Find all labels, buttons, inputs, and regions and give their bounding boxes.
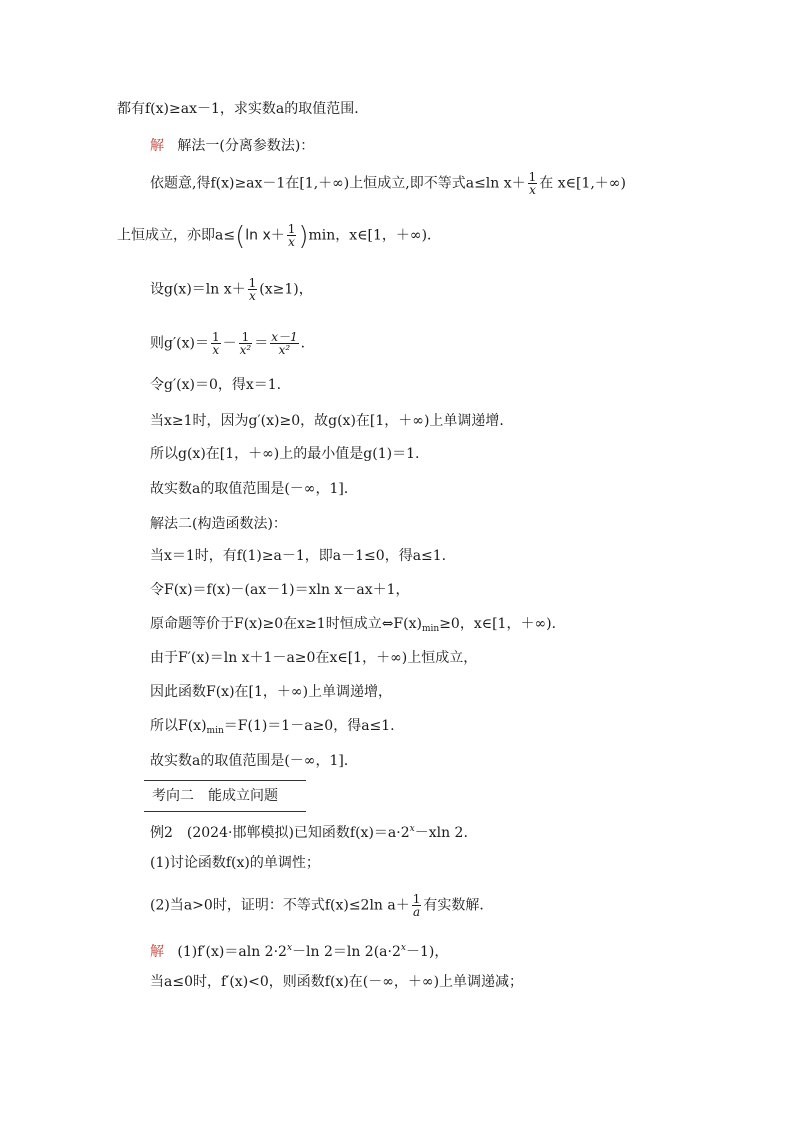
line22-part-c: －1)， — [405, 944, 449, 960]
left-paren: ( — [235, 221, 246, 252]
text-line-5 — [150, 277, 313, 302]
line19-part-a: 例2 (2024·邯郸模拟)已知函数f(x)＝a·2 — [150, 825, 410, 841]
minus-sign: － — [222, 335, 237, 352]
text-line-21 — [150, 893, 493, 918]
text-line-18: 故实数a的取值范围是(－∞，1]． — [150, 753, 358, 769]
line17-part-b: ＝F(1)＝1－a≥0，得a≤1. — [223, 718, 395, 734]
line3-part-b: 在 x∈[1,＋∞) — [539, 175, 626, 192]
line21-part-b: 有实数解． — [423, 897, 494, 914]
text-line-9: 所以g(x)在[1，＋∞)上的最小值是g(1)＝1. — [150, 446, 420, 462]
text-line-23: 当a≤0时，f′(x)<0，则函数f(x)在(－∞，＋∞)上单调递减； — [150, 974, 524, 990]
min-subscript: min — [421, 624, 440, 634]
line6-part-a: 则g′(x)＝ — [150, 335, 209, 352]
fraction-1-over-x: $\frac{1}{x}$ — [528, 170, 537, 197]
text-line-12: 当x＝1时，有f(1)≥a－1，即a－1≤0，得a≤1. — [150, 548, 447, 564]
min-subscript-2: min — [206, 726, 224, 736]
line21-part-a: (2)当a>0时，证明：不等式f(x)≤2ln a＋ — [150, 897, 410, 914]
line4-part-a: 上恒成立，亦即a≤ — [117, 227, 236, 244]
line14-part-b: ≥0，x∈[1，＋∞)． — [439, 616, 566, 632]
line4-part-c: min，x∈[1，＋∞)． — [308, 227, 442, 244]
text-line-8: 当x≥1时，因为g′(x)≥0，故g(x)在[1，＋∞)上单调递增． — [150, 413, 514, 429]
fraction-1-over-x-c: $\frac{1}{x}$ — [248, 276, 257, 303]
solution-label-2: 解 — [150, 944, 164, 960]
period: . — [300, 335, 306, 352]
superscript-x: x — [409, 824, 415, 834]
text-line-16: 因此函数F(x)在[1，＋∞)上单调递增， — [150, 684, 393, 700]
text-line-6 — [150, 331, 305, 356]
text-line-1: 都有f(x)≥ax－1，求实数a的取值范围． — [117, 101, 369, 117]
text-line-22 — [150, 939, 448, 961]
text-line-15: 由于F′(x)＝ln x＋1－a≥0在x∈[1，＋∞)上恒成立， — [150, 650, 478, 666]
right-paren: ) — [298, 221, 309, 252]
line3-part-a: 依题意,得f(x)≥ax－1在[1,＋∞)上恒成立,即不等式a≤ln x＋ — [150, 175, 526, 192]
line5-part-a: 设g(x)＝ln x＋ — [150, 281, 246, 298]
line5-part-b: (x≥1)， — [259, 281, 313, 298]
text-line-2 — [150, 137, 314, 155]
superscript-x-3: x — [400, 943, 406, 953]
text-line-19 — [150, 820, 468, 842]
superscript-x-2: x — [286, 943, 293, 953]
text-line-17 — [150, 717, 395, 740]
solution-label: 解 — [150, 138, 164, 154]
fraction-1-over-x-b: $\frac{1}{x}$ — [287, 222, 296, 249]
fraction-1-over-x-d: $\frac{1}{x}$ — [211, 330, 220, 357]
line22-part-b: －ln 2＝ln 2(a·2 — [292, 944, 401, 960]
line4-part-b: ln x＋ — [245, 227, 285, 244]
text-line-14 — [150, 615, 566, 638]
equals-sign: ＝ — [254, 335, 269, 352]
fraction-1-over-x2: $\frac{1}{\text{x²}}$ — [239, 330, 252, 357]
section-heading: 考向二 能成立问题 — [152, 788, 278, 804]
text-line-10: 故实数a的取值范围是(－∞，1]． — [150, 481, 358, 497]
text-line-4 — [117, 221, 442, 252]
line22-part-a: (1)f′(x)＝aln 2·2 — [177, 944, 287, 960]
text-line-20: (1)讨论函数f(x)的单调性； — [150, 855, 320, 871]
line14-part-a: 原命题等价于F(x)≥0在x≥1时恒成立⇔F(x) — [150, 616, 422, 632]
text-line-3 — [150, 171, 626, 196]
text-line-7: 令g′(x)＝0，得x＝1. — [150, 377, 282, 393]
text-line-11: 解法二(构造函数法)： — [150, 516, 287, 532]
text-line-13: 令F(x)＝f(x)－(ax－1)＝xln x－ax＋1， — [150, 582, 410, 598]
line17-part-a: 所以F(x) — [150, 718, 207, 734]
fraction-xm1-over-x2: $\frac{x-1}{\text{x²}}$ — [271, 330, 298, 357]
fraction-1-over-a: $\frac{1}{a}$ — [412, 892, 421, 919]
line19-part-b: －xln 2. — [414, 825, 468, 841]
method-one-title: 解法一(分离参数法)： — [177, 138, 315, 154]
